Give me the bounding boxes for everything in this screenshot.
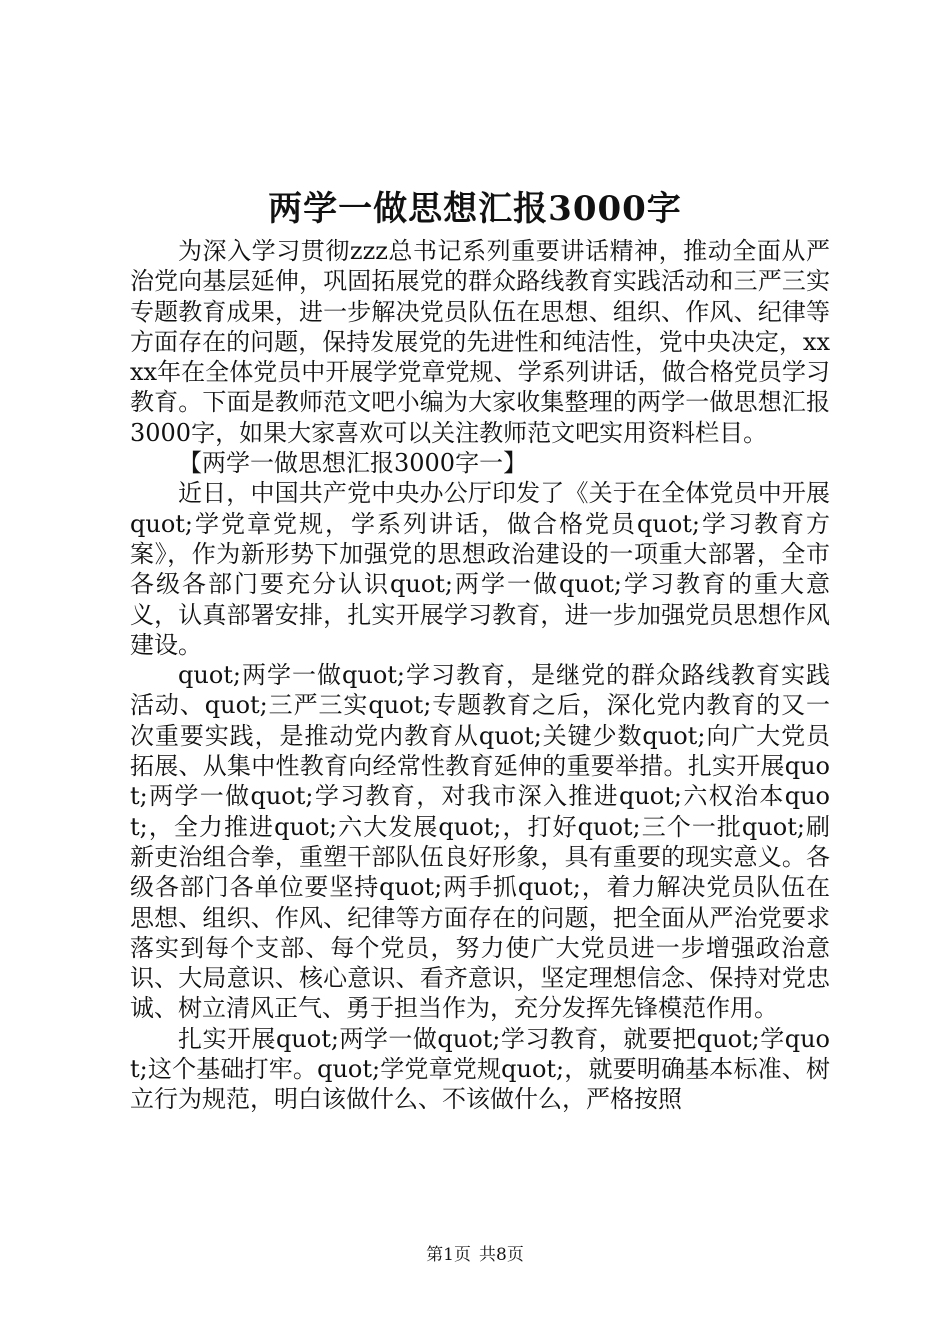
document-body bbox=[130, 236, 830, 1115]
paragraph: 近日，中国共产党中央办公厅印发了《关于在全体党员中开展quot;学党章党规，学系列讲话，做合格党员quot;学习教育方案》，作为新形势下加强党的思想政治建设的一项重大部署，全市各级各部门要充分认识quot;两学一做quot;学习教育的重大意义，认真部署安排，扎实开展学习教育，进一步加强党员思想作风建设。 bbox=[130, 479, 830, 659]
paragraph: quot;两学一做quot;学习教育，是继党的群众路线教育实践活动、quot;三严三实quot;专题教育之后，深化党内教育的又一次重要实践，是推动党内教育从quot;关键少数quot;向广大党员拓展、从集中性教育向经常性教育延伸的重要举措。扎实开展quot;两学一做quot;学习教育，对我市深入推进quot;六权治本quot;，全力推进quot;六大发展quot;，打好quot;三个一批quot;刷新吏治组合拳，重塑干部队伍良好形象，具有重要的现实意义。各级各部门各单位要坚持quot;两手抓quot;，着力解决党员队伍在思想、组织、作风、纪律等方面存在的问题，把全面从严治党要求落实到每个支部、每个党员，努力使广大党员进一步增强政治意识、大局意识、核心意识、看齐意识，坚定理想信念、保持对党忠诚、树立清风正气、勇于担当作为，充分发挥先锋模范作用。 bbox=[130, 661, 830, 1023]
document-title: 两学一做思想汇报3000字 bbox=[268, 189, 682, 229]
page-number: 第1页 bbox=[426, 1245, 471, 1265]
page-footer bbox=[0, 1243, 950, 1267]
page-total: 共8页 bbox=[479, 1245, 524, 1265]
paragraph-intro: 为深入学习贯彻zzz总书记系列重要讲话精神，推动全面从严治党向基层延伸，巩固拓展党的群众路线教育实践活动和三严三实专题教育成果，进一步解决党员队伍在思想、组织、作风、纪律等方面存在的问题，保持发展党的先进性和纯洁性，党中央决定，xxxx年在全体党员中开展学党章党规、学系列讲话，做合格党员学习教育。下面是教师范文吧小编为大家收集整理的两学一做思想汇报3000字，如果大家喜欢可以关注教师范文吧实用资料栏目。 bbox=[130, 237, 830, 447]
paragraph: 扎实开展quot;两学一做quot;学习教育，就要把quot;学quot;这个基础打牢。quot;学党章党规quot;，就要明确基本标准、树立行为规范，明白该做什么、不该做什么，严格按照 bbox=[130, 1024, 830, 1114]
section-heading: 【两学一做思想汇报3000字一】 bbox=[178, 449, 528, 478]
